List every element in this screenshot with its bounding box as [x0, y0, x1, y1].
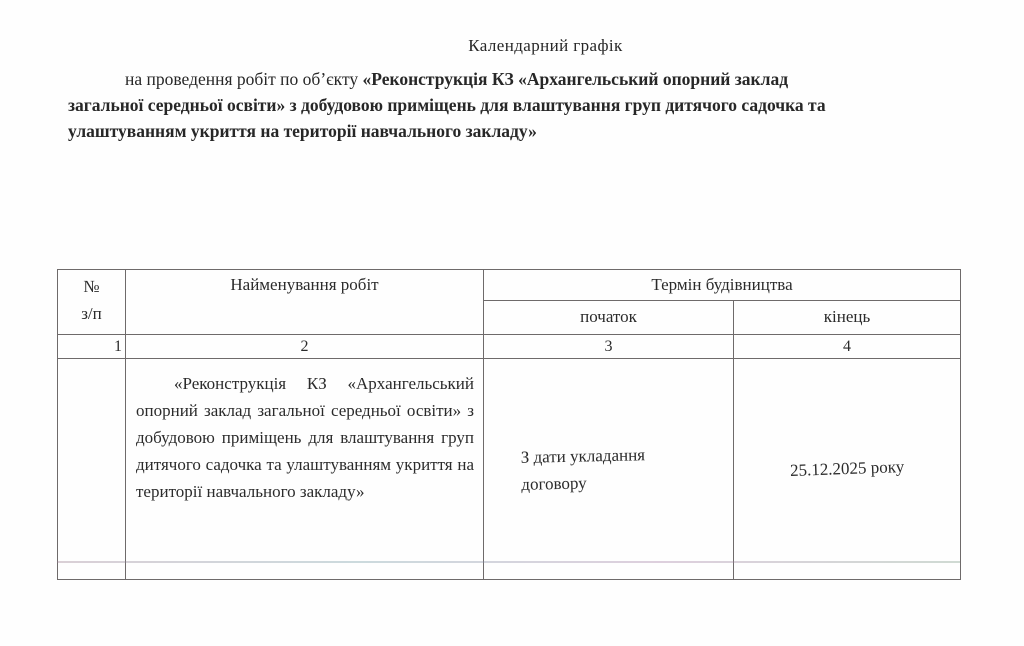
document-subtitle-paragraph [68, 66, 965, 144]
table-header-row [58, 270, 961, 301]
row-cell-number [58, 359, 126, 580]
header-cell-number [58, 270, 126, 335]
paragraph-line-1-bold: «Реконструкція КЗ «Архангельський опорний заклад [362, 69, 789, 89]
paragraph-line-2: загальної середньої освіти» з добудовою приміщень для влаштування груп дитячого садочка та [68, 95, 826, 115]
column-numbering-row [58, 335, 961, 359]
column-number-4: 4 [734, 335, 961, 359]
schedule-table [57, 269, 961, 580]
paragraph-line-3: улаштуванням укриття на території навчального закладу» [68, 121, 537, 141]
column-number-2: 2 [126, 335, 484, 359]
start-term-text: З дати укладання договору [520, 445, 646, 494]
row-cell-works [126, 359, 484, 580]
header-cell-term-end: кінець [734, 300, 961, 334]
header-cell-works: Найменування робіт [126, 270, 484, 335]
header-number-line1: № [83, 277, 100, 296]
row-cell-start [484, 359, 734, 580]
column-number-1: 1 [58, 335, 126, 359]
header-number-line2: з/п [81, 304, 102, 323]
document-title: Календарний графік [468, 36, 623, 55]
header-cell-term-start: початок [484, 300, 734, 334]
column-number-3: 3 [484, 335, 734, 359]
table-row [58, 359, 961, 580]
row-cell-end [734, 359, 961, 580]
works-description: «Реконструкція КЗ «Архангельський опорний заклад загальної середньої освіти» з добудовою приміщень для влаштування груп дитячого садочка та улаштуванням укриття на території навчального закладу» [136, 374, 474, 501]
paragraph-line-1 [68, 66, 965, 92]
header-cell-term-group: Термін будівництва [484, 270, 961, 301]
paragraph-line-1-regular: на проведення робіт по об’єкту [125, 69, 363, 89]
end-term-text: 25.12.2025 року [789, 457, 905, 480]
